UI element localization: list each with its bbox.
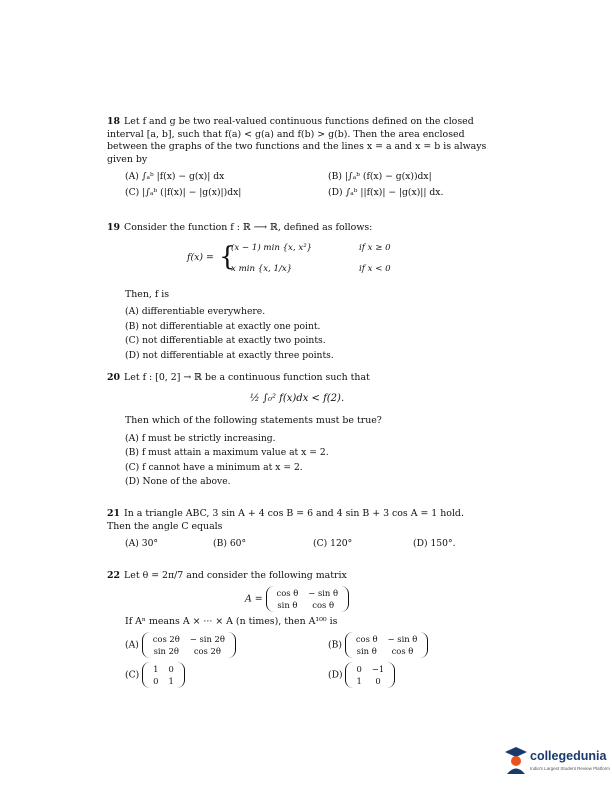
- logo-wordmark: collegedunia: [530, 749, 607, 763]
- question-18: [107, 116, 487, 199]
- question-text: Let f and g be two real-valued continuous functions defined on the closed interval [a, b], such that f(a) < g(a) and f(b) > g(b). Then the area enclosed between the graphs of the two functions and the lines x = a and x = b is always given by: [107, 116, 487, 165]
- option-a: (A) 30°: [125, 538, 159, 550]
- function-label: f(x) =: [187, 251, 214, 263]
- matrix-definition: [107, 586, 487, 612]
- question-number: 20: [107, 372, 121, 383]
- option-a: (A) differentiable everywhere.: [125, 306, 266, 318]
- graduate-icon: [504, 745, 528, 775]
- option-c: (C) 1 0 0 1: [125, 662, 284, 688]
- option-d: (D) ∫ₐᵇ ||f(x)| − |g(x)|| dx.: [328, 187, 444, 199]
- matrix-a: cos θ − sin θ sin θ cos θ: [266, 586, 350, 612]
- option-b: (B) cos θ − sin θ sin θ cos θ: [284, 632, 487, 658]
- collegedunia-logo[interactable]: [504, 743, 608, 783]
- question-text: Let f : [0, 2] → ℝ be a continuous function such that: [124, 372, 370, 383]
- question-number: 18: [107, 116, 121, 127]
- case-2: x min {x, 1/x}: [231, 263, 293, 274]
- option-b: (B) f must attain a maximum value at x = 2.: [125, 447, 329, 459]
- left-brace: {: [219, 241, 236, 272]
- option-b: (B) |∫ₐᵇ (f(x) − g(x))dx|: [328, 171, 432, 183]
- question-text: Consider the function f : ℝ ⟶ ℝ, defined as follows:: [124, 222, 373, 233]
- question-19: [107, 222, 487, 363]
- inequality: ½ ∫₀² f(x)dx < f(2).: [249, 392, 345, 404]
- option-a: (A) cos 2θ − sin 2θ sin 2θ cos 2θ: [125, 632, 284, 658]
- option-a: (A) ∫ₐᵇ |f(x) − g(x)| dx: [125, 171, 225, 183]
- question-20: [107, 372, 487, 490]
- condition-2: if x < 0: [359, 263, 391, 274]
- question-text: Let θ = 2π/7 and consider the following matrix: [124, 570, 347, 581]
- option-c: (C) 120°: [313, 538, 353, 550]
- question-number: 21: [107, 508, 121, 519]
- option-c: (C) f cannot have a minimum at x = 2.: [125, 461, 303, 473]
- option-b: (B) 60°: [213, 538, 247, 550]
- logo-tagline: India's Largest Student Review Platform: [530, 766, 610, 771]
- question-number: 19: [107, 222, 121, 233]
- condition-1: if x ≥ 0: [359, 242, 391, 253]
- question-stem: Then which of the following statements must be true?: [125, 415, 382, 427]
- option-c: (C) |∫ₐᵇ (|f(x)| − |g(x)|)dx|: [125, 187, 242, 199]
- question-21: [107, 508, 487, 550]
- piecewise-definition: [107, 238, 487, 282]
- question-number: 22: [107, 570, 121, 581]
- option-d: (D) None of the above.: [125, 476, 231, 488]
- option-b: (B) not differentiable at exactly one point.: [125, 320, 321, 332]
- matrix-label: A =: [244, 593, 263, 605]
- option-d: (D) 0 −1 1 0: [284, 662, 487, 688]
- question-22: [107, 570, 487, 688]
- question-stem: Then, f is: [125, 288, 170, 300]
- option-c: (C) not differentiable at exactly two points.: [125, 335, 326, 347]
- option-a: (A) f must be strictly increasing.: [125, 432, 276, 444]
- question-text: In a triangle ABC, 3 sin A + 4 cos B = 6 and 4 sin B + 3 cos A = 1 hold. Then the angle C equals: [107, 508, 464, 532]
- question-stem: If Aⁿ means A × ··· × A (n times), then A¹⁰⁰ is: [125, 615, 338, 627]
- option-d: (D) not differentiable at exactly three points.: [125, 349, 334, 361]
- case-1: (x − 1) min {x, x²}: [231, 242, 313, 253]
- option-d: (D) 150°.: [413, 538, 456, 550]
